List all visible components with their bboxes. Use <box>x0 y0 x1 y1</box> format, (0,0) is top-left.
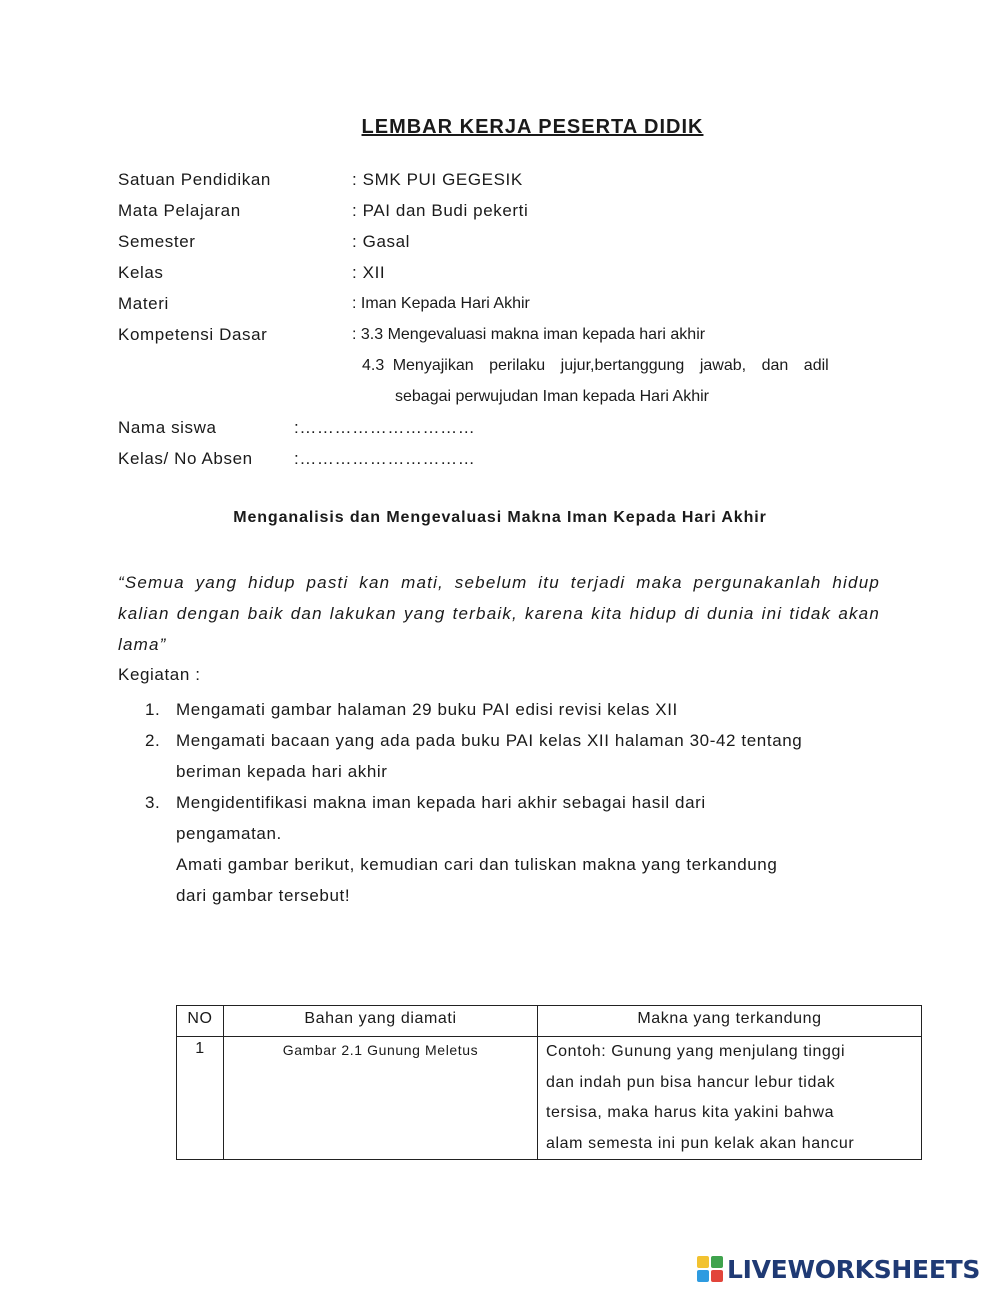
info-value: : SMK PUI GEGESIK <box>352 170 523 189</box>
info-label: Mata Pelajaran <box>118 201 241 220</box>
activity-line: beriman kepada hari akhir <box>176 762 388 781</box>
info-value: : XII <box>352 263 386 282</box>
makna-line: alam semesta ini pun kelak akan hancur <box>546 1134 855 1152</box>
liveworksheets-logo <box>697 1252 980 1286</box>
info-label: Kelas <box>118 263 164 282</box>
page-title: LEMBAR KERJA PESERTA DIDIK <box>361 116 704 138</box>
kd-number: 4.3 <box>362 357 385 374</box>
table-header-row <box>177 1006 922 1037</box>
activity-line: pengamatan. <box>176 824 282 843</box>
activity-line: dari gambar tersebut! <box>176 886 351 905</box>
activity-list <box>145 694 865 911</box>
makna-line: Contoh: Gunung yang menjulang tinggi <box>546 1043 846 1060</box>
activity-item <box>145 694 865 725</box>
observation-table <box>176 1005 922 1160</box>
makna-line: dan indah pun bisa hancur lebur tidak <box>546 1073 836 1091</box>
activity-number: 3. <box>145 793 161 812</box>
kegiatan-label: Kegiatan : <box>118 665 201 684</box>
logo-blocks-icon <box>697 1256 723 1282</box>
header-makna: Makna yang terkandung <box>538 1006 922 1037</box>
quote-text: “Semua yang hidup pasti kan mati, sebelum itu terjadi maka pergunakanlah hidup kalian dengan baik dan lakukan yang terbaik, karena kita hidup di dunia ini tidak akan lama” <box>118 573 880 654</box>
info-value: : 3.3 Mengevaluasi makna iman kepada hari akhir <box>352 326 706 343</box>
header-no: NO <box>177 1006 224 1037</box>
cell-no: 1 <box>177 1037 224 1160</box>
activity-line: Mengidentifikasi makna iman kepada hari akhir sebagai hasil dari <box>176 793 706 812</box>
kd-line-3: sebagai perwujudan Iman kepada Hari Akhir <box>395 388 709 405</box>
student-name-field[interactable]: :………………………… <box>294 418 476 437</box>
activity-line: Amati gambar berikut, kemudian cari dan tuliskan makna yang terkandung <box>176 855 778 874</box>
kd-text: Menyajikan perilaku jujur,bertanggung jawab, dan adil <box>392 357 829 374</box>
student-class-label: Kelas/ No Absen <box>118 449 253 468</box>
info-label: Satuan Pendidikan <box>118 170 271 189</box>
activity-number: 2. <box>145 731 161 750</box>
student-class-field[interactable]: :………………………… <box>294 449 476 468</box>
cell-bahan: Gambar 2.1 Gunung Meletus <box>224 1037 538 1160</box>
info-label: Semester <box>118 232 196 251</box>
info-value: : Gasal <box>352 232 411 251</box>
brand-name: LIVEWORKSHEETS <box>727 1254 981 1284</box>
header-bahan: Bahan yang diamati <box>224 1006 538 1037</box>
makna-line: tersisa, maka harus kita yakini bahwa <box>546 1104 835 1121</box>
info-label: Materi <box>118 294 169 313</box>
info-value: : Iman Kepada Hari Akhir <box>352 295 530 312</box>
activity-number: 1. <box>145 700 161 719</box>
cell-makna[interactable] <box>538 1037 922 1160</box>
activity-item <box>145 725 865 787</box>
info-value: : PAI dan Budi pekerti <box>352 201 529 220</box>
activity-line: Mengamati gambar halaman 29 buku PAI edisi revisi kelas XII <box>176 700 678 719</box>
activity-line: Mengamati bacaan yang ada pada buku PAI kelas XII halaman 30-42 tentang <box>176 731 803 750</box>
section-subtitle: Menganalisis dan Mengevaluasi Makna Iman Kepada Hari Akhir <box>233 509 767 526</box>
table-row <box>177 1037 922 1160</box>
student-name-label: Nama siswa <box>118 418 217 437</box>
kd-line-2 <box>362 354 829 378</box>
activity-item <box>145 787 865 911</box>
info-label: Kompetensi Dasar <box>118 325 268 344</box>
